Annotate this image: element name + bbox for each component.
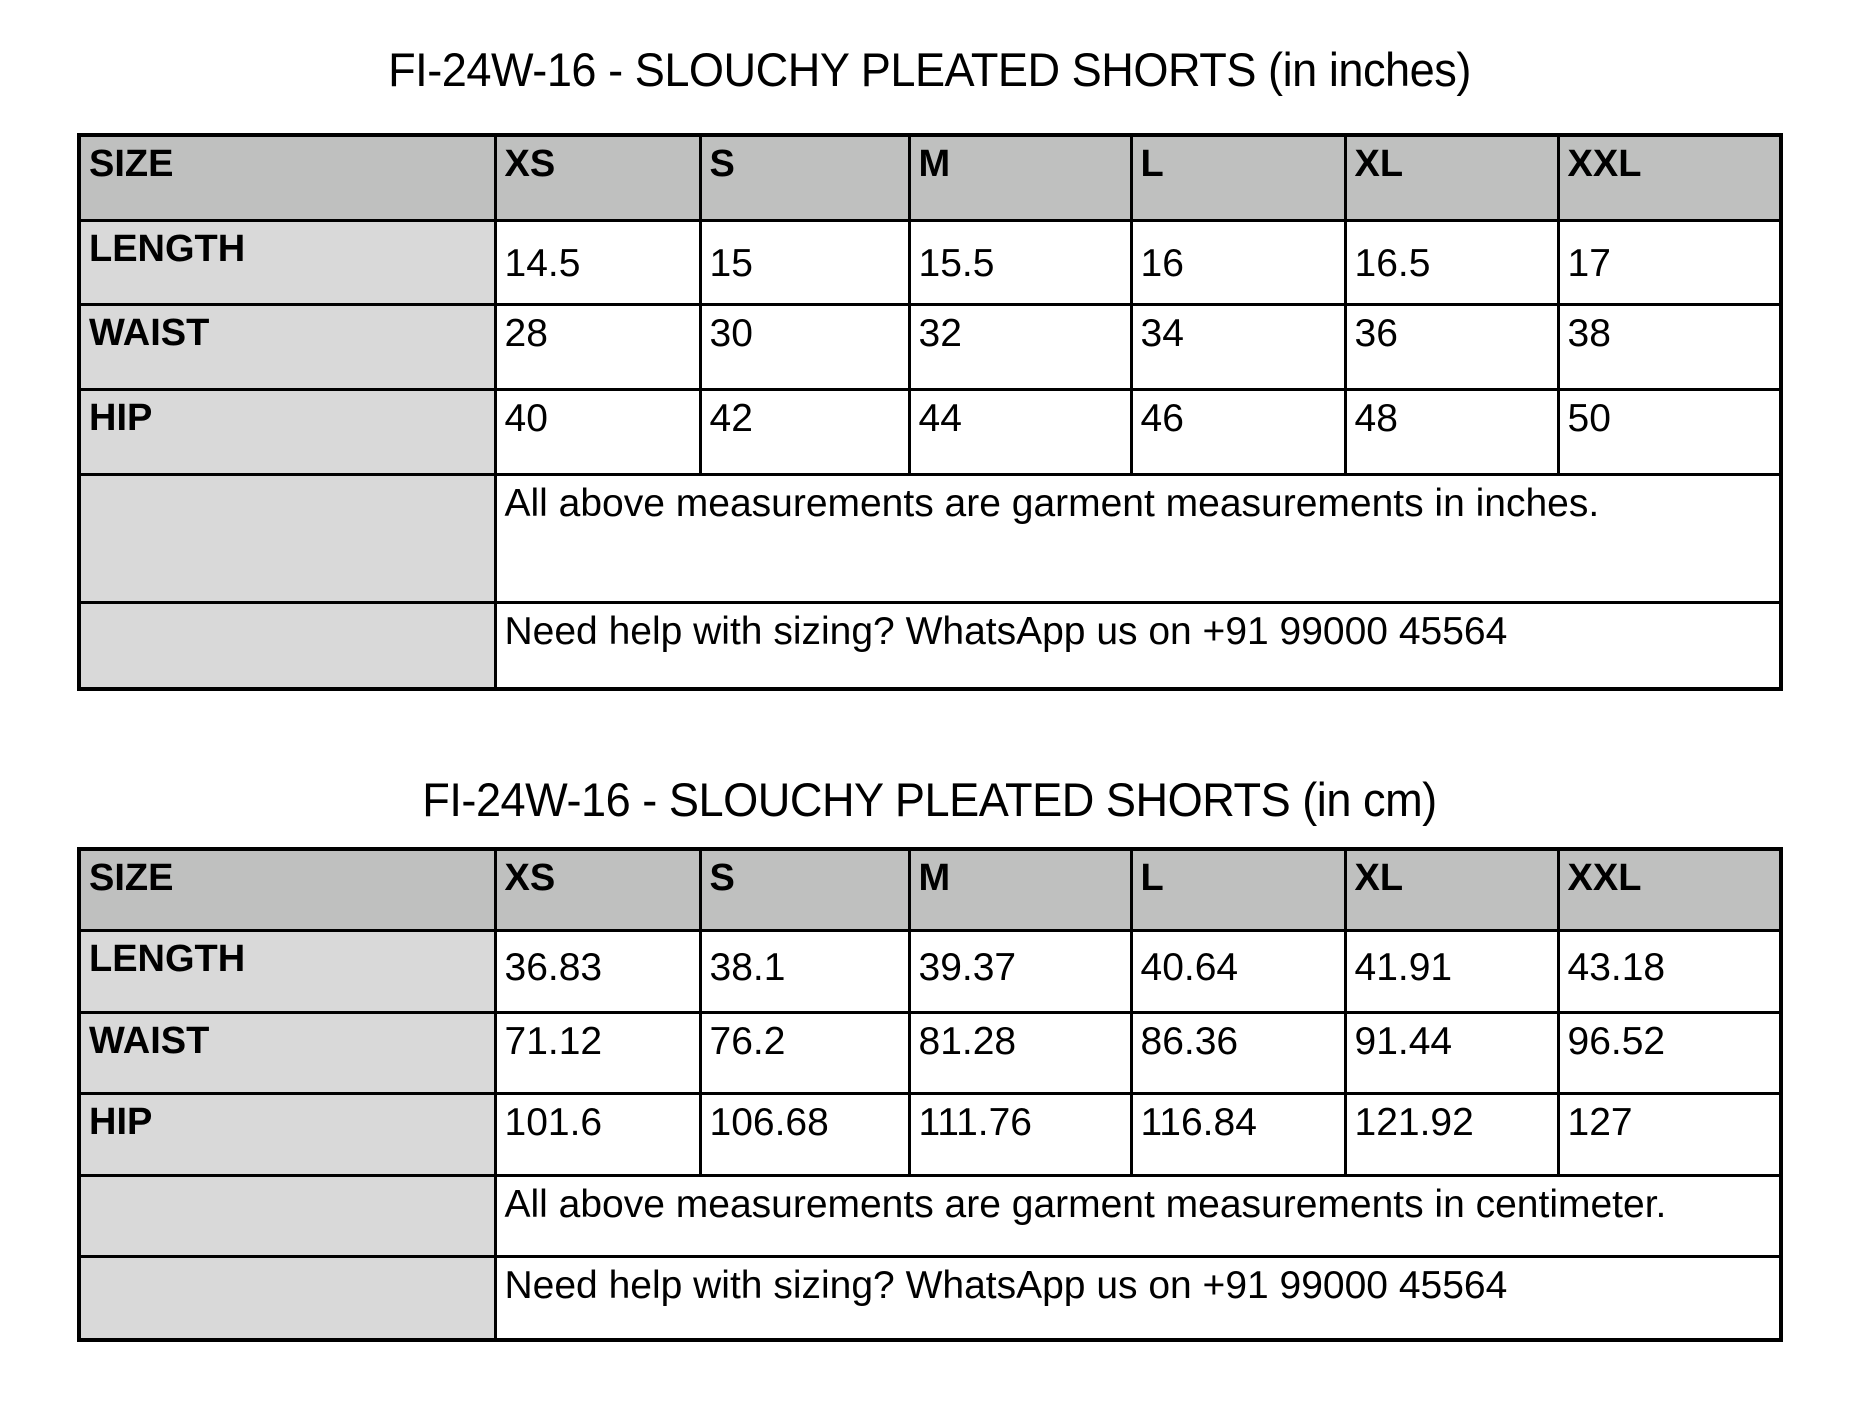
note-whatsapp-help: Need help with sizing? WhatsApp us on +91 99000 45564: [495, 1256, 1781, 1340]
table-row-length: [79, 220, 1781, 304]
size-chart-title-cm: FI-24W-16 - SLOUCHY PLEATED SHORTS (in cm): [422, 773, 1437, 826]
header-xl: XL: [1345, 849, 1558, 930]
row-label-empty: [79, 474, 495, 602]
cell-hip-xs: 101.6: [495, 1093, 700, 1175]
row-label-waist: WAIST: [79, 304, 495, 389]
header-size: SIZE: [79, 849, 495, 930]
cell-length-s: 38.1: [700, 930, 909, 1012]
cell-length-l: 16: [1131, 220, 1345, 304]
cell-length-s: 15: [700, 220, 909, 304]
header-row: [79, 849, 1781, 930]
cell-hip-xl: 48: [1345, 389, 1558, 474]
table-row-note-help: [79, 1256, 1781, 1340]
note-garment-measurements: All above measurements are garment measurements in inches.: [495, 474, 1781, 602]
size-chart-title-inches: FI-24W-16 - SLOUCHY PLEATED SHORTS (in inches): [388, 43, 1471, 96]
cell-waist-xl: 91.44: [1345, 1012, 1558, 1093]
cell-length-m: 15.5: [909, 220, 1131, 304]
cell-length-xl: 16.5: [1345, 220, 1558, 304]
cell-waist-l: 86.36: [1131, 1012, 1345, 1093]
header-s: S: [700, 849, 909, 930]
table-row-hip: [79, 1093, 1781, 1175]
cell-hip-s: 106.68: [700, 1093, 909, 1175]
size-chart-table-cm: [77, 847, 1783, 1342]
cell-hip-xl: 121.92: [1345, 1093, 1558, 1175]
cell-waist-xxl: 38: [1558, 304, 1781, 389]
cell-waist-m: 32: [909, 304, 1131, 389]
header-xs: XS: [495, 849, 700, 930]
cell-hip-l: 116.84: [1131, 1093, 1345, 1175]
header-xl: XL: [1345, 135, 1558, 220]
cell-hip-xxl: 127: [1558, 1093, 1781, 1175]
cell-hip-s: 42: [700, 389, 909, 474]
cell-length-xxl: 17: [1558, 220, 1781, 304]
header-xs: XS: [495, 135, 700, 220]
table-row-length: [79, 930, 1781, 1012]
cell-hip-l: 46: [1131, 389, 1345, 474]
row-label-empty: [79, 1256, 495, 1340]
row-label-length: LENGTH: [79, 220, 495, 304]
cell-waist-xxl: 96.52: [1558, 1012, 1781, 1093]
header-m: M: [909, 849, 1131, 930]
cell-waist-xs: 71.12: [495, 1012, 700, 1093]
cell-length-xl: 41.91: [1345, 930, 1558, 1012]
cell-waist-xl: 36: [1345, 304, 1558, 389]
row-label-waist: WAIST: [79, 1012, 495, 1093]
row-label-hip: HIP: [79, 389, 495, 474]
cell-hip-m: 111.76: [909, 1093, 1131, 1175]
row-label-empty: [79, 602, 495, 689]
table-row-note-measurements: [79, 1175, 1781, 1256]
cell-waist-xs: 28: [495, 304, 700, 389]
table-row-waist: [79, 304, 1781, 389]
table-row-note-help: [79, 602, 1781, 689]
cell-waist-m: 81.28: [909, 1012, 1131, 1093]
cell-hip-m: 44: [909, 389, 1131, 474]
cell-waist-s: 30: [700, 304, 909, 389]
row-label-length: LENGTH: [79, 930, 495, 1012]
header-xxl: XXL: [1558, 849, 1781, 930]
table-row-waist: [79, 1012, 1781, 1093]
cell-waist-l: 34: [1131, 304, 1345, 389]
cell-length-xxl: 43.18: [1558, 930, 1781, 1012]
table-row-note-measurements: [79, 474, 1781, 602]
cell-length-l: 40.64: [1131, 930, 1345, 1012]
cell-length-xs: 36.83: [495, 930, 700, 1012]
note-whatsapp-help: Need help with sizing? WhatsApp us on +91 99000 45564: [495, 602, 1781, 689]
header-l: L: [1131, 849, 1345, 930]
header-xxl: XXL: [1558, 135, 1781, 220]
row-label-hip: HIP: [79, 1093, 495, 1175]
size-chart-table-inches: [77, 133, 1783, 691]
cell-hip-xxl: 50: [1558, 389, 1781, 474]
header-m: M: [909, 135, 1131, 220]
note-garment-measurements: All above measurements are garment measurements in centimeter.: [495, 1175, 1781, 1256]
row-label-empty: [79, 1175, 495, 1256]
header-l: L: [1131, 135, 1345, 220]
table-row-hip: [79, 389, 1781, 474]
header-row: [79, 135, 1781, 220]
header-size: SIZE: [79, 135, 495, 220]
cell-length-xs: 14.5: [495, 220, 700, 304]
cell-hip-xs: 40: [495, 389, 700, 474]
cell-waist-s: 76.2: [700, 1012, 909, 1093]
header-s: S: [700, 135, 909, 220]
cell-length-m: 39.37: [909, 930, 1131, 1012]
